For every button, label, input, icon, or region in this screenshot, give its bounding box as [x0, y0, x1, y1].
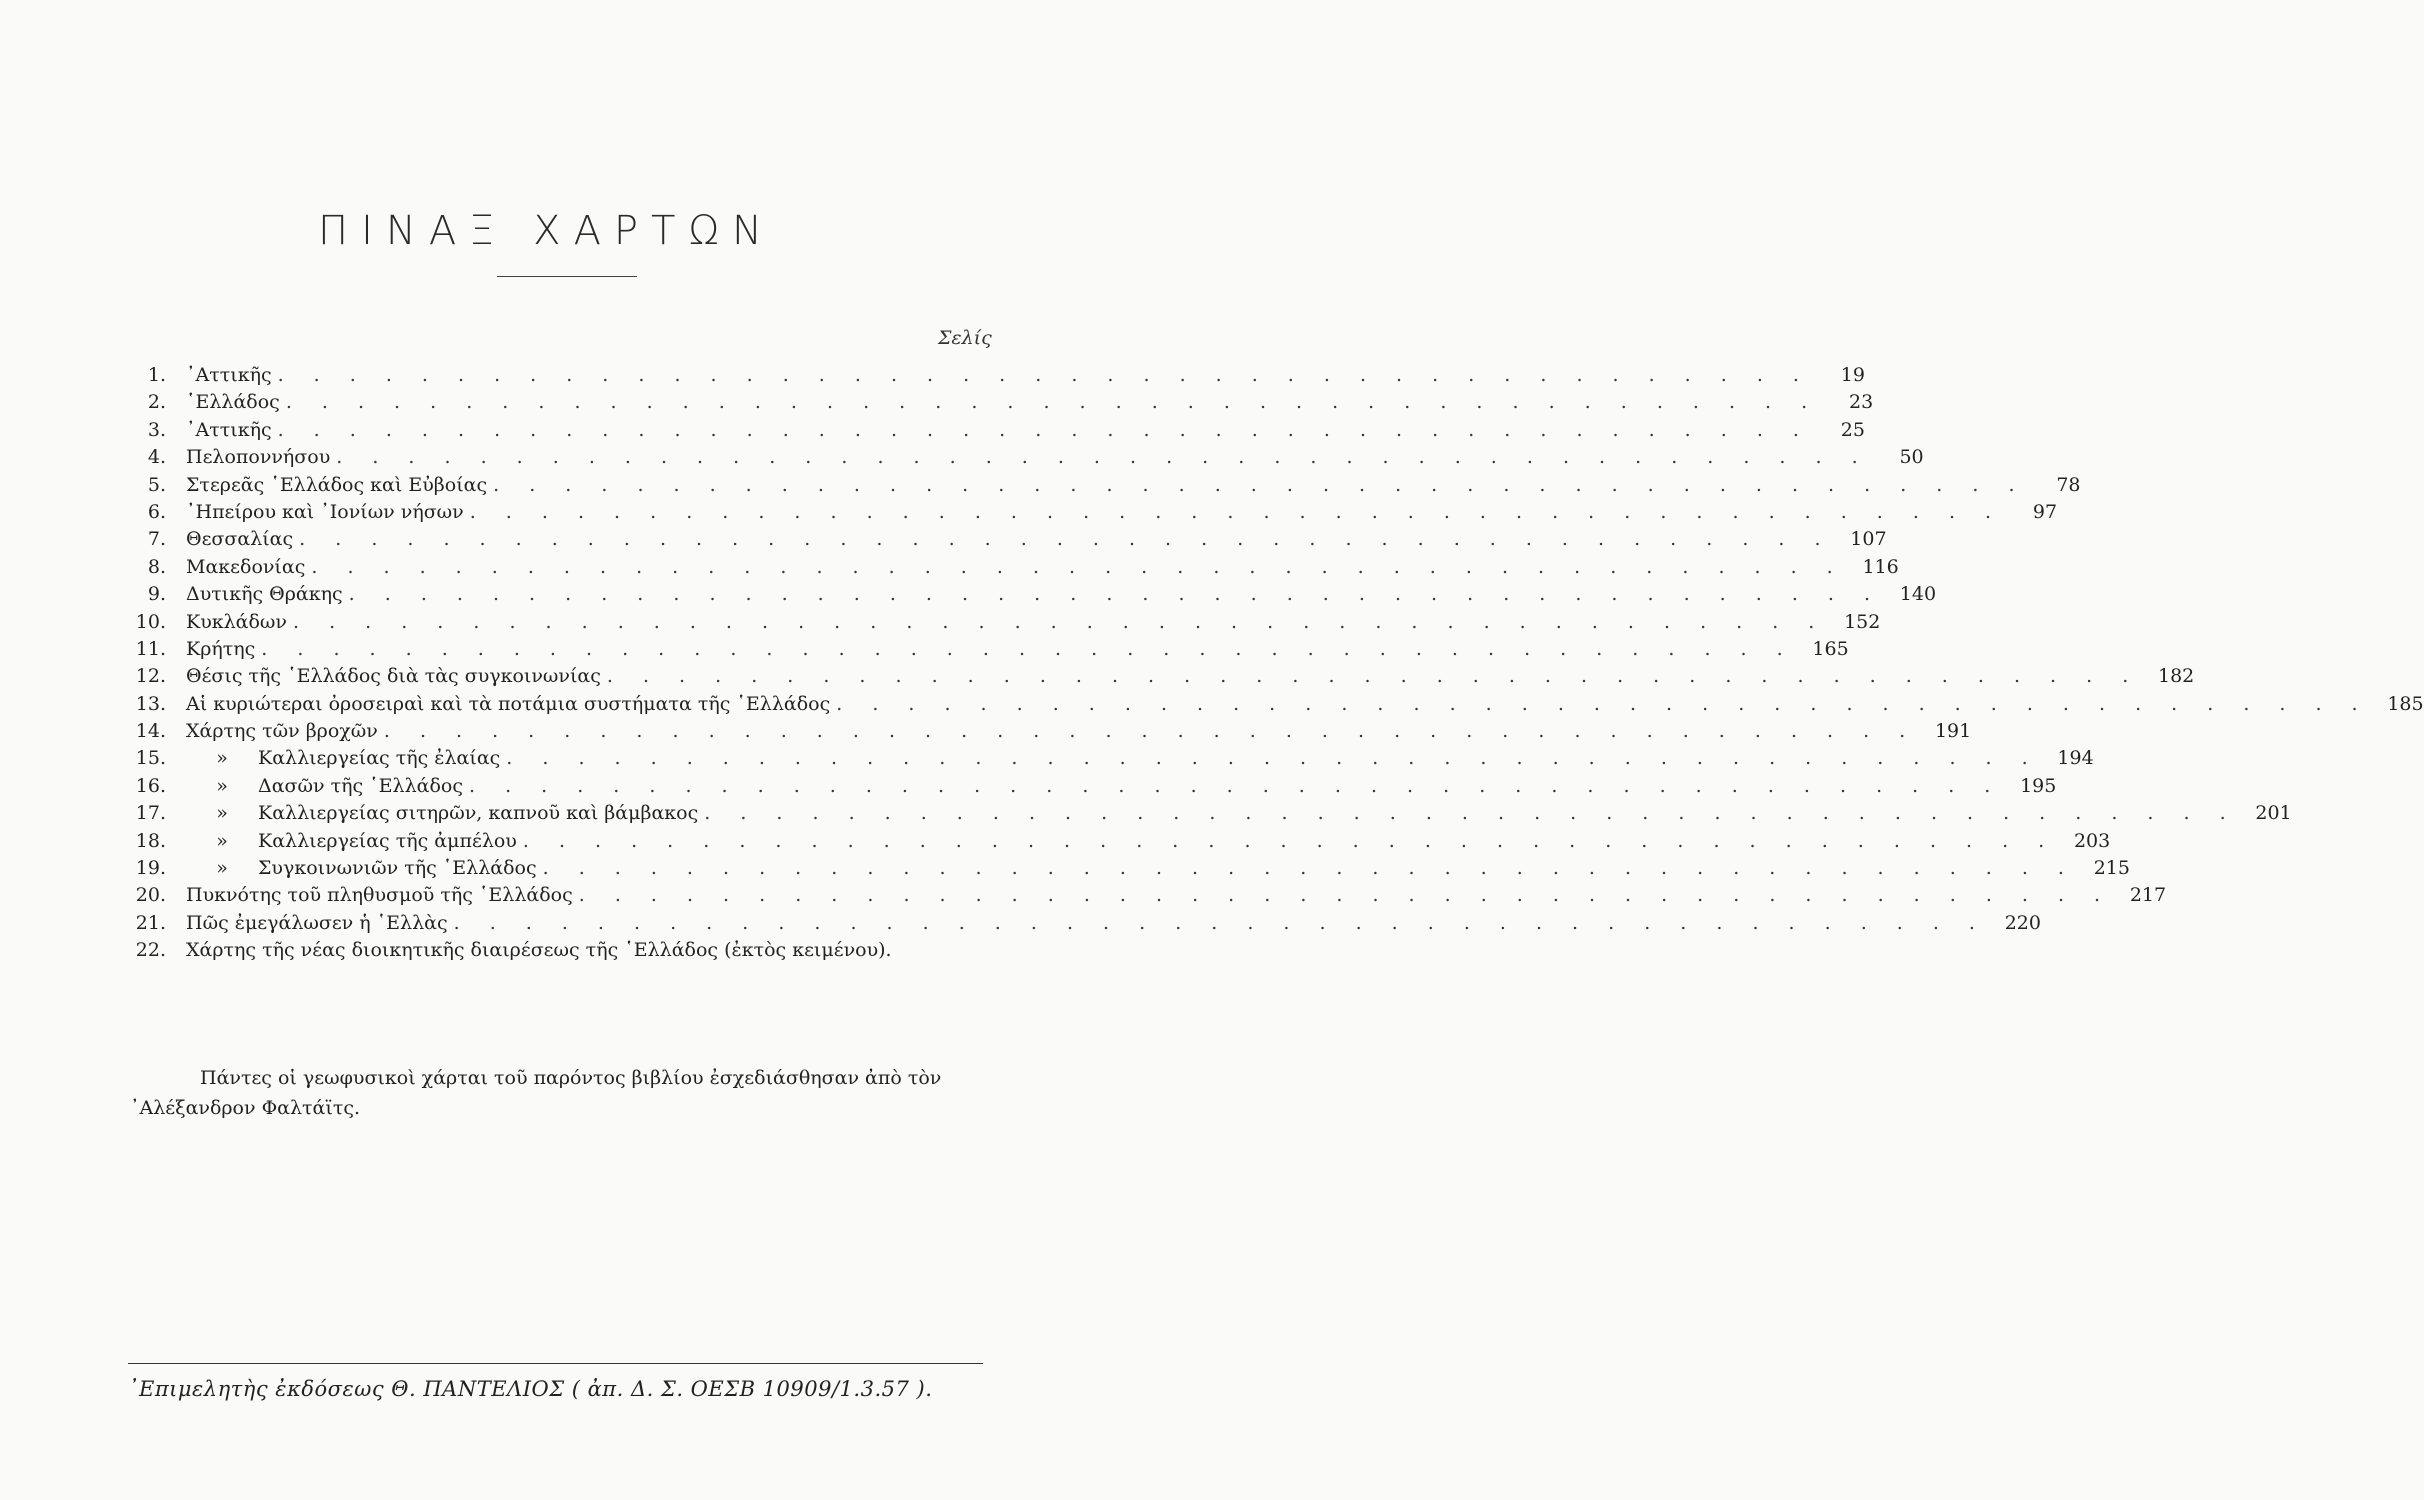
toc-entry	[130, 417, 1865, 444]
toc-entry	[130, 691, 2424, 718]
dot-leader: . . . . . . . . . . . . . . . . . . . . . . . . . . . . . . . . . . . . . . . . . . .	[469, 500, 2004, 523]
footer-divider	[128, 1363, 983, 1364]
entry-number: 17.	[135, 802, 166, 825]
entry-number: 21.	[135, 911, 166, 934]
toc-entry	[130, 828, 2111, 855]
entry-label	[186, 526, 1887, 553]
entry-page-number: 215	[2093, 857, 2130, 880]
entry-label	[186, 937, 990, 964]
entry-label	[186, 444, 1924, 471]
dot-leader: . . . . . . . . . . . . . . . . . . . . . . . . . . . . . . . . . . . . . . . . . . .	[383, 720, 1918, 743]
entry-label	[186, 882, 2167, 909]
entry-page-number: 25	[1840, 418, 1865, 441]
toc-entry	[130, 663, 2195, 690]
toc-entry	[130, 526, 1887, 553]
entry-page-number: 97	[2032, 500, 2058, 523]
entry-title: Κρήτης	[186, 637, 256, 660]
entry-number: 4.	[147, 446, 166, 469]
entry-title: Δυτικῆς Θράκης	[186, 583, 343, 606]
entry-title: Χάρτης τῶν βροχῶν	[186, 720, 378, 743]
dot-leader: . . . . . . . . . . . . . . . . . . . . . . . . . . . . . . . . . . . . . . . . . . .	[606, 665, 2141, 688]
toc-entry	[130, 499, 2058, 526]
toc-entry	[130, 937, 990, 964]
entry-number: 1.	[147, 364, 166, 386]
publisher-footer: ᾿Επιμελητὴς ἐκδόσεως Θ. ΠΑΝΤΕΛΙΟΣ ( ἀπ. Δ. Σ. ΟΕΣΒ 10909/1.3.57 ).	[128, 1377, 933, 1401]
entry-page-number: 116	[1862, 555, 1899, 578]
entry-title: Δασῶν τῆς ῾Ελλάδος	[258, 774, 463, 797]
entry-title: Καλλιεργείας σιτηρῶν, καπνοῦ καὶ βάμβακος	[258, 802, 699, 825]
entry-page-number: 220	[2004, 911, 2041, 934]
page-title: ΠΙΝΑΞ ΧΑΡΤΩΝ	[318, 208, 775, 254]
entry-title: Θέσις τῆς ῾Ελλάδος διὰ τὰς συγκοινωνίας	[186, 665, 601, 688]
ditto-mark: »	[216, 747, 228, 770]
entry-title: Θεσσαλίας	[186, 528, 294, 551]
entry-number: 10.	[135, 610, 166, 633]
entry-number: 6.	[147, 500, 166, 523]
dot-leader: . . . . . . . . . . . . . . . . . . . . . . . . . . . . . . . . . . . . . . . . . . .	[704, 802, 2238, 825]
toc-entry	[130, 718, 1972, 745]
entry-page-number: 19	[1840, 364, 1865, 386]
dot-leader: . . . . . . . . . . . . . . . . . . . . . . . . . . . . . . . . . . . . . . . . . . .	[299, 528, 1833, 551]
toc-entry	[130, 800, 2292, 827]
toc-entry	[130, 554, 1899, 581]
entry-page-number: 185	[2387, 692, 2424, 715]
entry-title: Στερεᾶς ῾Ελλάδος καὶ Εὐβοίας	[186, 473, 488, 496]
entry-number: 20.	[135, 884, 166, 907]
entry-title: Πῶς ἐμεγάλωσεν ἡ ῾Ελλὰς	[186, 911, 448, 934]
entry-label	[186, 362, 1865, 389]
toc-entry	[130, 362, 1865, 389]
entry-label	[186, 636, 1849, 663]
entry-label	[186, 691, 2424, 718]
entry-label	[186, 718, 1972, 745]
entry-label	[186, 499, 2058, 526]
entry-number: 16.	[135, 774, 166, 797]
entry-label	[186, 745, 2094, 772]
entry-label	[186, 472, 2081, 499]
dot-leader: . . . . . . . . . . . . . . . . . . . . . . . . . . . . . . . . . . . . . . . . . . .	[277, 364, 1811, 386]
entry-number: 7.	[147, 528, 166, 551]
table-of-contents	[130, 362, 2424, 965]
dot-leader: . . . . . . . . . . . . . . . . . . . . . . . . . . . . . . . . . . . . . . . . . . .	[836, 692, 2370, 715]
note-line-2: ᾿Αλέξανδρον Φαλτάϊτς.	[130, 1097, 361, 1119]
entry-number: 12.	[135, 665, 166, 688]
entry-label	[186, 389, 1874, 416]
entry-number: 11.	[135, 637, 166, 660]
entry-page-number: 191	[1934, 720, 1972, 743]
author-note	[130, 1063, 990, 1123]
dot-leader: . . . . . . . . . . . . . . . . . . . . . . . . . . . . . . . . . . . . . . . . . . .	[336, 446, 1870, 469]
dot-leader: . . . . . . . . . . . . . . . . . . . . . . . . . . . . . . . . . . . . . . . . . . .	[453, 911, 1987, 934]
toc-entry	[130, 609, 1881, 636]
entry-label	[186, 554, 1899, 581]
ditto-mark: »	[216, 774, 228, 797]
entry-title: ῾Ελλάδος	[186, 391, 280, 414]
entry-label	[186, 828, 2111, 855]
entry-label	[186, 663, 2195, 690]
toc-entry	[130, 773, 2057, 800]
ditto-mark: »	[216, 802, 228, 825]
dot-leader: . . . . . . . . . . . . . . . . . . . . . . . . . . . . . . . . . . . . . . . . . . .	[542, 857, 2076, 880]
dot-leader: . . . . . . . . . . . . . . . . . . . . . . . . . . . . . . . . . . . . . . . . . . .	[285, 391, 1820, 414]
dot-leader: . . . . . . . . . . . . . . . . . . . . . . . . . . . . . . . . . . . . . . . . . . .	[277, 418, 1811, 441]
entry-page-number: 23	[1849, 391, 1874, 414]
entry-page-number: 194	[2057, 747, 2094, 770]
entry-title: ᾿Ηπείρου καὶ ᾿Ιονίων νήσων	[186, 500, 464, 523]
dot-leader: . . . . . . . . . . . . . . . . . . . . . . . . . . . . . . . . . . . . . . . . . . .	[493, 473, 2027, 496]
entry-label	[186, 910, 2041, 937]
toc-entry	[130, 882, 2167, 909]
toc-entry	[130, 472, 2081, 499]
entry-number: 9.	[147, 583, 166, 606]
entry-title: ᾿Αττικῆς	[186, 364, 272, 386]
entry-page-number: 50	[1899, 446, 1924, 469]
entry-label	[186, 773, 2057, 800]
toc-entry	[130, 745, 2094, 772]
dot-leader: . . . . . . . . . . . . . . . . . . . . . . . . . . . . . . . . . . . . . . . . . . .	[468, 774, 2003, 797]
entry-label	[186, 800, 2292, 827]
page-column-header: Σελίς	[938, 327, 992, 349]
entry-number: 8.	[147, 555, 166, 578]
entry-title: Πυκνότης τοῦ πληθυσμοῦ τῆς ῾Ελλάδος	[186, 884, 573, 907]
toc-entry	[130, 855, 2130, 882]
toc-entry	[130, 910, 2041, 937]
toc-entry	[130, 389, 1874, 416]
entry-page-number: 203	[2073, 829, 2111, 852]
note-line-1: Πάντες οἱ γεωφυσικοὶ χάρται τοῦ παρόντος βιβλίου ἐσχεδιάσθησαν ἀπὸ τὸν	[200, 1067, 942, 1089]
entry-number: 14.	[135, 720, 166, 743]
entry-label	[186, 417, 1865, 444]
entry-title: Καλλιεργείας τῆς ἐλαίας	[258, 747, 501, 770]
entry-page-number: 165	[1812, 637, 1849, 660]
entry-title: ᾿Αττικῆς	[186, 418, 272, 441]
entry-number: 2.	[147, 391, 166, 414]
dot-leader: . . . . . . . . . . . . . . . . . . . . . . . . . . . . . . . . . . . . . . . . . . .	[578, 884, 2113, 907]
ditto-mark: »	[216, 857, 228, 880]
entry-title: Κυκλάδων	[186, 610, 287, 633]
entry-number: 22.	[135, 939, 166, 962]
entry-label	[186, 855, 2130, 882]
entry-page-number: 217	[2129, 884, 2167, 907]
ditto-mark: »	[216, 829, 228, 852]
toc-entry	[130, 444, 1924, 471]
entry-number: 5.	[147, 473, 166, 496]
entry-page-number: 201	[2255, 802, 2292, 825]
dot-leader: . . . . . . . . . . . . . . . . . . . . . . . . . . . . . . . . . . . . . . . . . . .	[311, 555, 1845, 578]
entry-number: 15.	[135, 747, 166, 770]
dot-leader: . . . . . . . . . . . . . . . . . . . . . . . . . . . . . . . . . . . . . . . . . . .	[506, 747, 2040, 770]
entry-number: 3.	[147, 418, 166, 441]
title-divider	[497, 276, 637, 277]
dot-leader: . . . . . . . . . . . . . . . . . . . . . . . . . . . . . . . . . . . . . . . . . . .	[261, 637, 1795, 660]
entry-number: 13.	[135, 692, 166, 715]
entry-title: Συγκοινωνιῶν τῆς ῾Ελλάδος	[258, 857, 537, 880]
entry-page-number: 140	[1899, 583, 1937, 606]
dot-leader: . . . . . . . . . . . . . . . . . . . . . . . . . . . . . . . . . . . . . . . . . . .	[348, 583, 1883, 606]
entry-number: 18.	[135, 829, 166, 852]
dot-leader: . . . . . . . . . . . . . . . . . . . . . . . . . . . . . . . . . . . . . . . . . . .	[292, 610, 1827, 633]
entry-page-number: 78	[2056, 473, 2081, 496]
entry-page-number: 182	[2157, 665, 2195, 688]
entry-title: Πελοποννήσου	[186, 446, 331, 469]
entry-number: 19.	[135, 857, 166, 880]
entry-label	[186, 581, 1937, 608]
toc-entry	[130, 636, 1849, 663]
entry-page-number: 195	[2020, 774, 2057, 797]
entry-title: Χάρτης τῆς νέας διοικητικῆς διαιρέσεως τῆς ῾Ελλάδος (ἐκτὸς κειμένου).	[186, 939, 892, 962]
entry-page-number: 152	[1844, 610, 1881, 633]
entry-page-number: 107	[1850, 528, 1887, 551]
entry-label	[186, 609, 1881, 636]
entry-title: Μακεδονίας	[186, 555, 306, 578]
entry-title: Καλλιεργείας τῆς ἀμπέλου	[258, 829, 517, 852]
entry-title: Αἱ κυριώτεραι ὀροσειραὶ καὶ τὰ ποτάμια συστήματα τῆς ῾Ελλάδος	[186, 692, 831, 715]
dot-leader: . . . . . . . . . . . . . . . . . . . . . . . . . . . . . . . . . . . . . . . . . . .	[522, 829, 2057, 852]
toc-entry	[130, 581, 1937, 608]
